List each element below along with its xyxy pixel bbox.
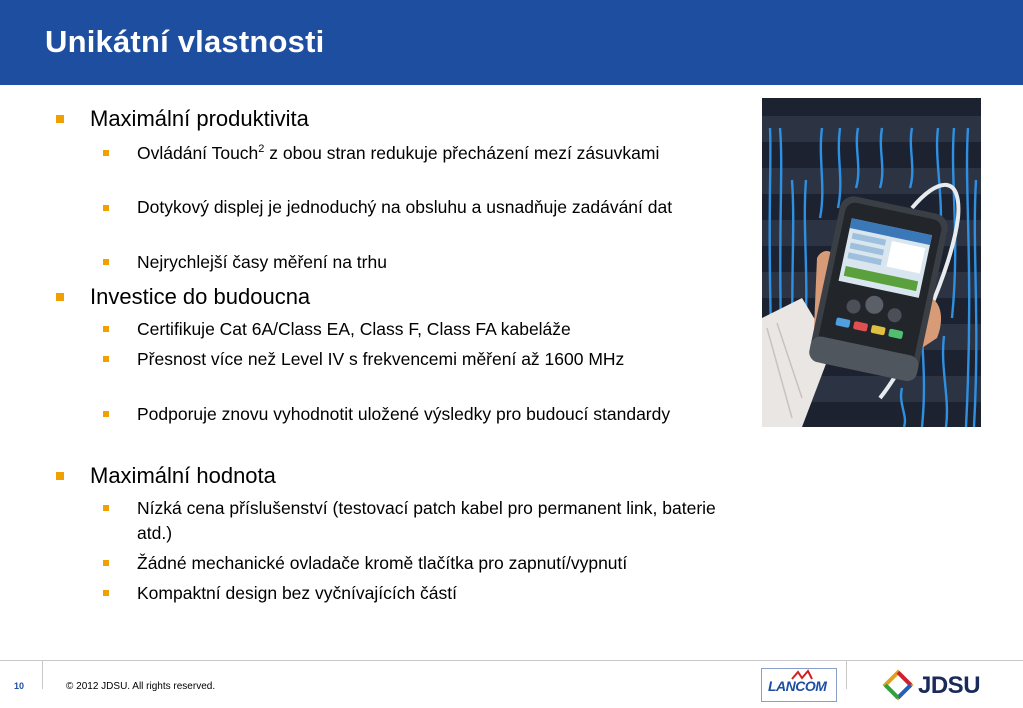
lancom-logo-text: LANCOM [768,678,827,694]
section-heading: Maximální produktivita [90,106,309,131]
square-bullet-icon [103,326,109,332]
footer-separator [42,661,43,689]
title-bar [0,0,1023,85]
list-item: Nejrychlejší časy měření na trhu [137,252,387,272]
square-bullet-icon [103,560,109,566]
square-bullet-icon [56,115,64,123]
square-bullet-icon [103,150,109,156]
list-item: Podporuje znovu vyhodnotit uložené výsledky pro budoucí standardy [137,404,671,424]
jdsu-diamond-icon [882,669,914,701]
list-item: Přesnost více než Level IV s frekvencemi měření až 1600 MHz [137,349,625,369]
square-bullet-icon [103,505,109,511]
copyright-text: © 2012 JDSU. All rights reserved. [66,681,216,692]
list-item: Ovládání Touch$^2$ z obou stran redukuje přecházení mezí zásuvkami [137,143,660,163]
square-bullet-icon [103,356,109,362]
square-bullet-icon [56,293,64,301]
square-bullet-icon [103,590,109,596]
list-item: Žádné mechanické ovladače kromě tlačítka pro zapnutí/vypnutí [137,553,628,573]
square-bullet-icon [103,205,109,211]
list-item: Certifikuje Cat 6A/Class EA, Class F, Class FA kabeláže [137,319,571,339]
square-bullet-icon [56,472,64,480]
jdsu-logo-text: JDSU [918,672,981,699]
square-bullet-icon [103,411,109,417]
list-item: Dotykový displej je jednoduchý na obsluhu a usnadňuje zadávání dat [137,197,673,217]
footer-separator [846,661,847,689]
section-heading: Investice do budoucna [90,284,311,309]
jdsu-logo [882,669,982,701]
slide-title: Unikátní vlastnosti [45,24,325,59]
list-item: Nízká cena příslušenství (testovací patch kabel pro permanent link, baterie atd.) [137,498,716,543]
page-number: 10 [14,681,25,691]
section-heading: Maximální hodnota [90,463,276,488]
product-photo [762,98,981,427]
footer-divider [0,660,1023,661]
list-item: Kompaktní design bez vyčnívajících částí [137,583,458,603]
square-bullet-icon [103,259,109,265]
lancom-logo [761,668,837,702]
